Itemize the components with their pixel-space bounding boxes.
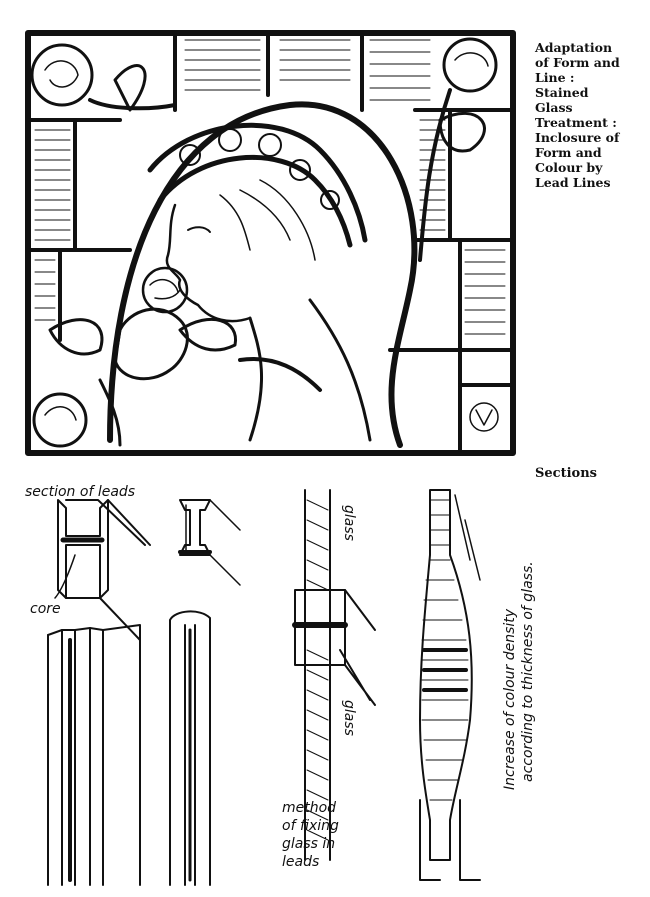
label-core: core — [30, 601, 61, 617]
caption-line: Form and — [535, 145, 602, 160]
lead-length-drawing — [48, 611, 210, 885]
label-method-4: leads — [282, 854, 320, 870]
caption-line: Adaptation — [535, 40, 613, 55]
caption-line: Line : — [535, 70, 575, 85]
caption-line: Lead Lines — [535, 175, 611, 190]
caption-line: of Form and — [535, 55, 620, 70]
label-glass-upper: glass — [341, 505, 357, 541]
label-method-3: glass in — [282, 836, 336, 852]
h-lead-section — [58, 500, 150, 640]
label-method-2: of fixing — [282, 818, 339, 834]
caption-line: Treatment : — [535, 115, 617, 130]
label-density-1: Increase of colour density — [502, 608, 518, 790]
caption-line: Inclosure of — [535, 130, 620, 145]
label-section-of-leads: section of leads — [25, 484, 136, 500]
density-drawing — [420, 490, 480, 880]
caption-line: Glass — [535, 100, 573, 115]
label-glass-lower: glass — [341, 700, 357, 736]
caption-line: Stained — [535, 85, 589, 100]
caption-line: Colour by — [535, 160, 603, 175]
sections-heading: Sections — [535, 466, 597, 481]
i-lead-section — [180, 500, 240, 585]
label-density-2: according to thickness of glass. — [520, 561, 536, 782]
label-method-1: method — [282, 800, 337, 816]
